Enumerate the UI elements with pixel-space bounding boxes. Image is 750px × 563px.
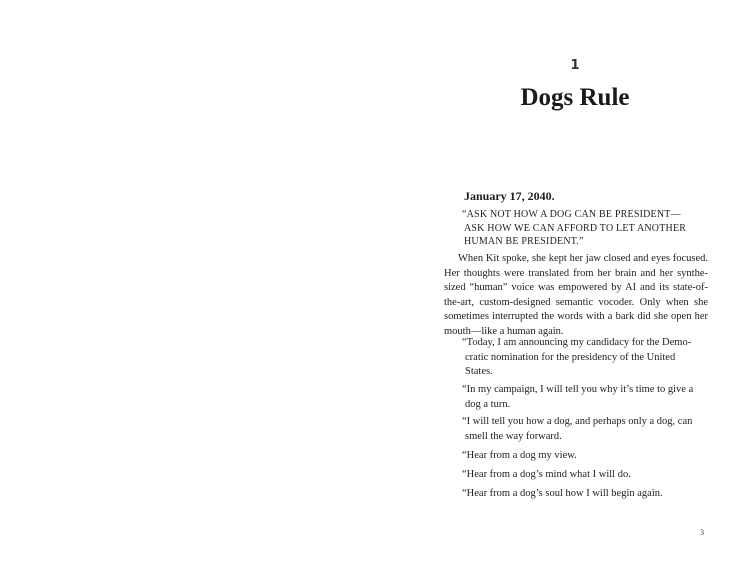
quote-line: “Today, I am announcing my candidacy for the Demo- (462, 337, 692, 348)
slogan-line: “ASK NOT HOW A DOG CAN BE PRESIDENT— (462, 209, 681, 220)
speech-quote (462, 383, 702, 412)
quote-line: “Hear from a dog’s mind what I will do. (462, 469, 631, 480)
speech-quote (462, 468, 702, 483)
campaign-slogan (462, 208, 712, 249)
entry-date: January 17, 2040. (464, 189, 555, 203)
quote-line: “Hear from a dog my view. (462, 450, 577, 461)
quote-line: dog a turn. (465, 398, 511, 410)
slogan-line: HUMAN BE PRESIDENT.” (464, 236, 584, 247)
slogan-line: ASK HOW WE CAN AFFORD TO LET ANOTHER (464, 222, 687, 234)
chapter-title: Dogs Rule (520, 84, 630, 111)
speech-quote (462, 336, 702, 380)
chapter-number: 1 (570, 58, 580, 73)
page-number: 3 (700, 528, 704, 537)
speech-quote (462, 487, 702, 502)
quote-line: “Hear from a dog’s soul how I will begin again. (462, 488, 663, 499)
quote-line: cratic nomination for the presidency of the United (465, 351, 676, 363)
quote-line: “I will tell you how a dog, and perhaps only a dog, can (462, 416, 693, 427)
quote-line: States. (465, 366, 493, 377)
quote-line: smell the way forward. (465, 430, 562, 442)
speech-quote (462, 415, 702, 444)
body-paragraph: When Kit spoke, she kept her jaw closed and eyes focused. Her thoughts were translated from her brain and her synthesized “human” voice was empowered by AI and its state-of-the-art, custom-designed semantic vocoder. Only when she sometimes interrupted the words with a bark did she open her mouth—like a human again. (444, 253, 708, 337)
quote-line: “In my campaign, I will tell you why it’s time to give a (462, 384, 694, 395)
speech-quote (462, 449, 702, 464)
